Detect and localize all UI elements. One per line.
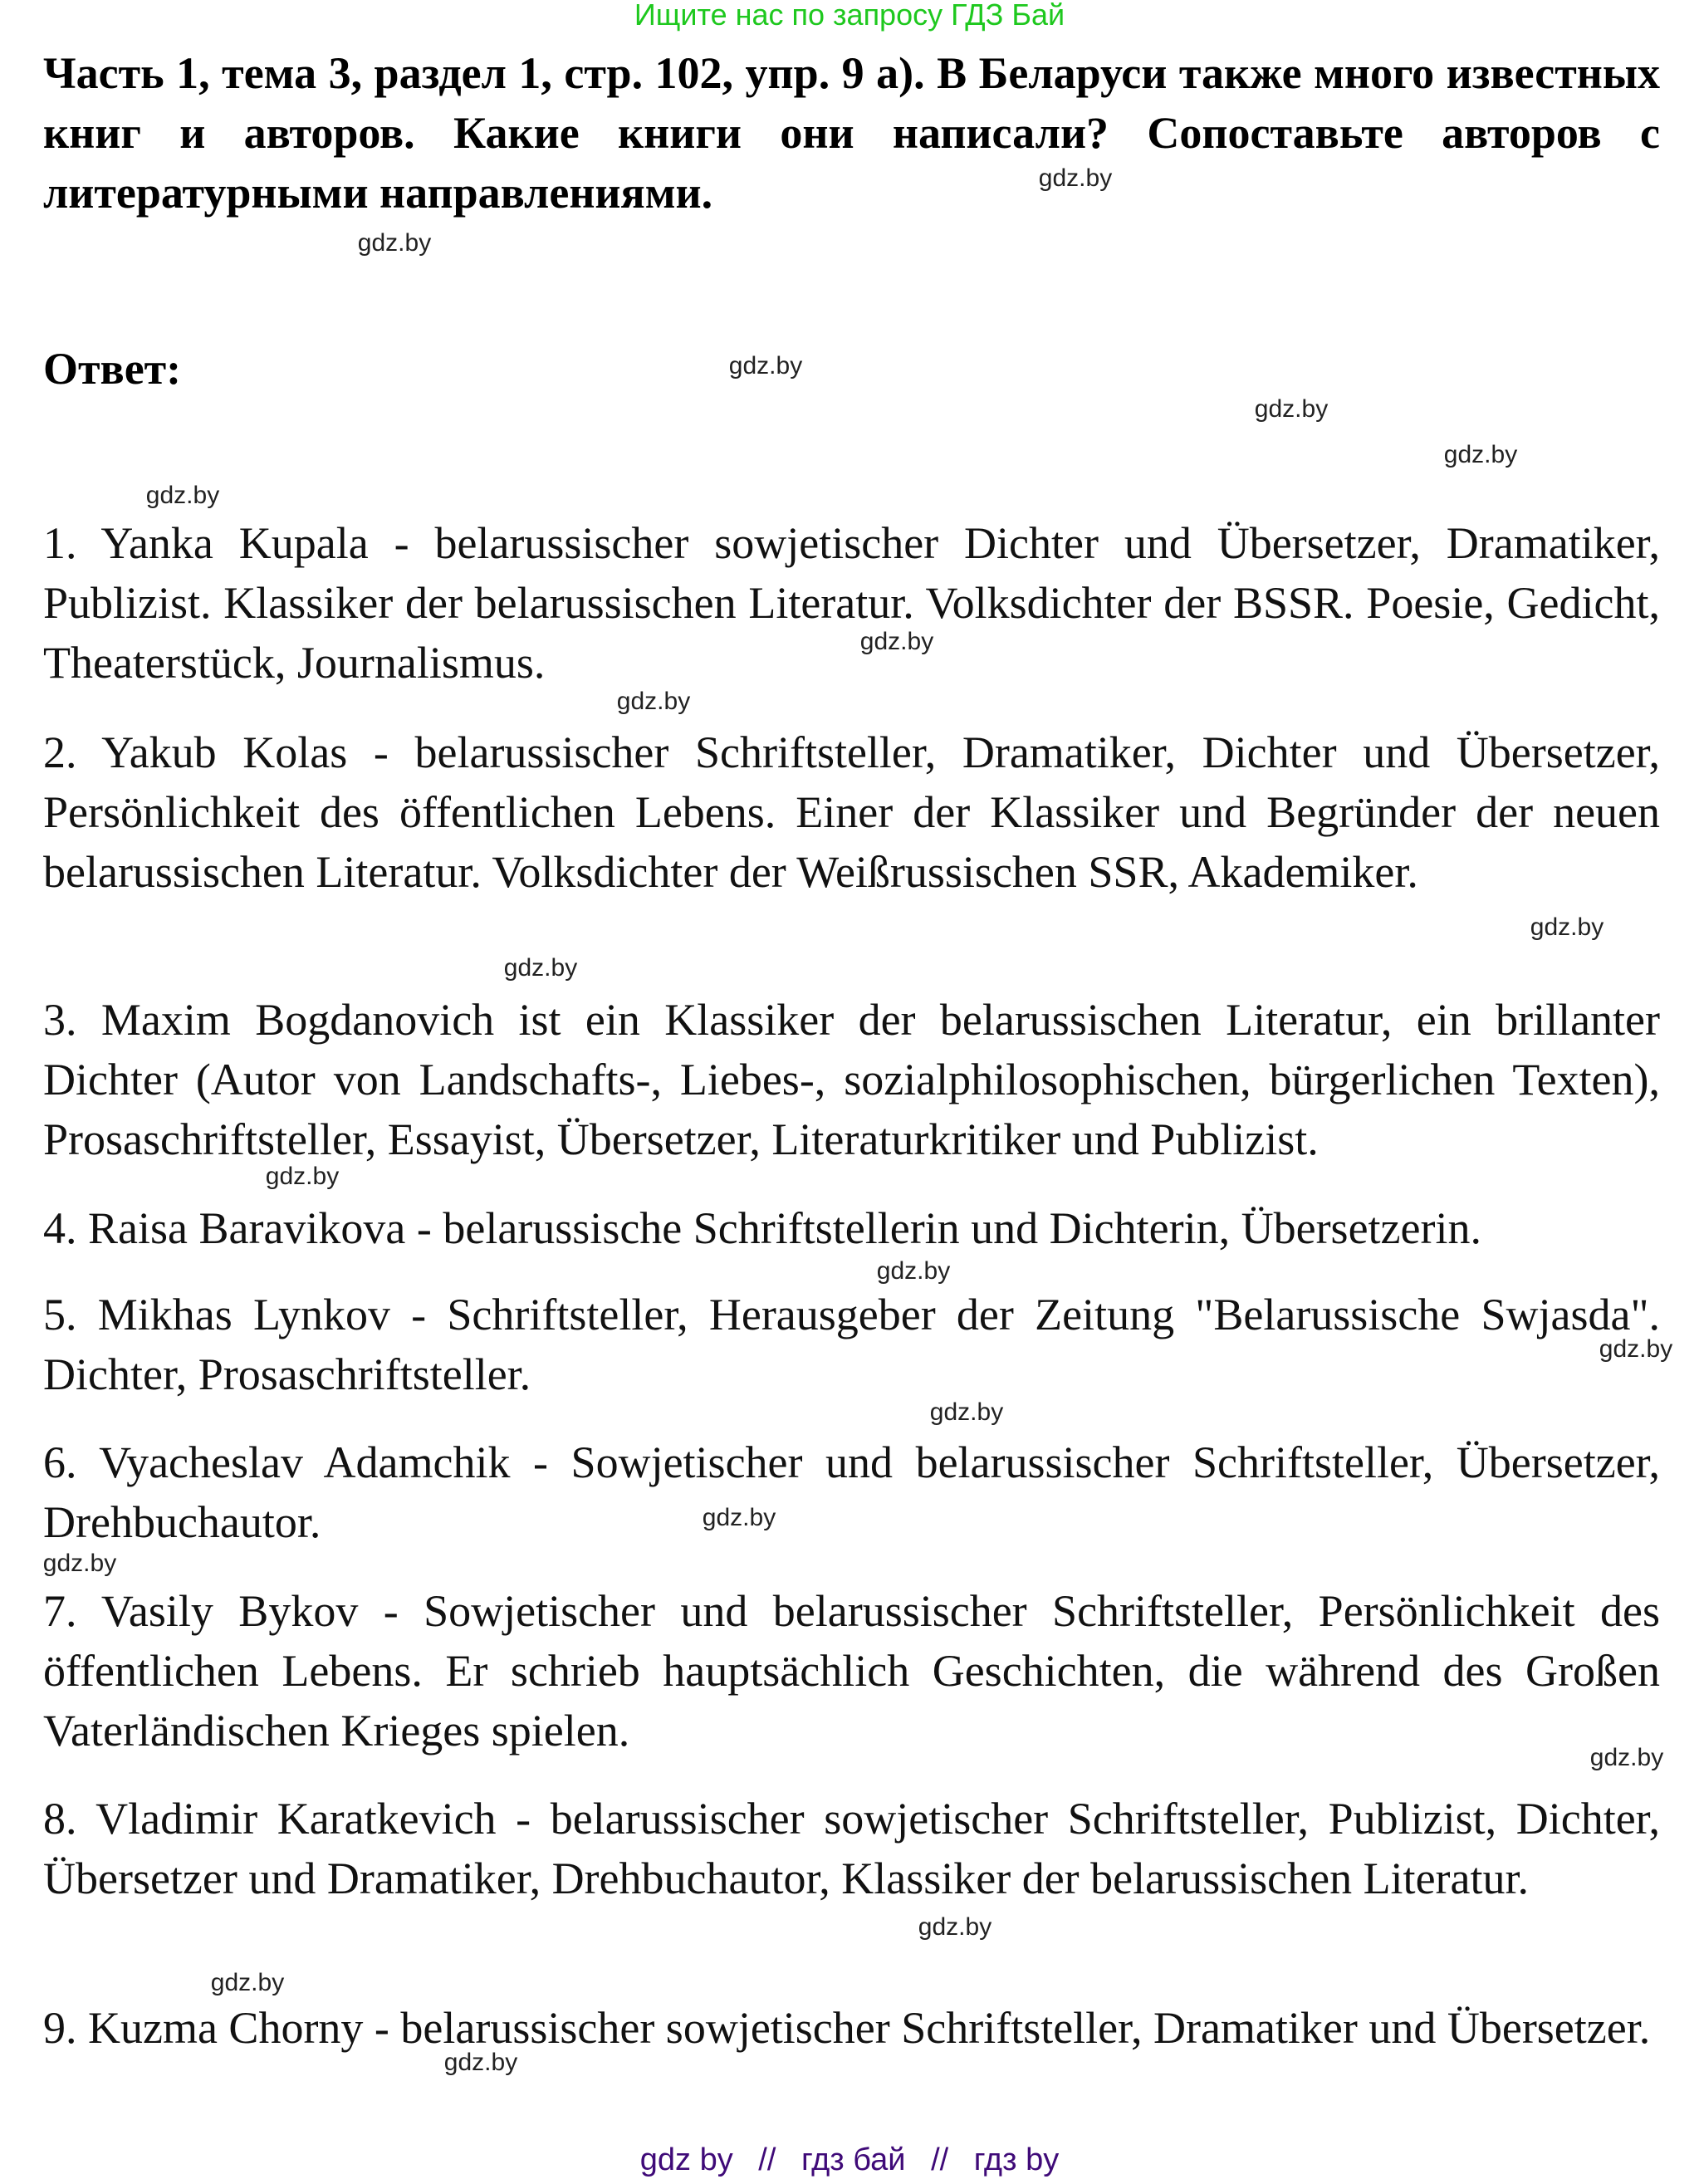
watermark: gdz.by [616, 688, 691, 715]
footer-separator: // [931, 2142, 949, 2177]
watermark: gdz.by [859, 628, 934, 655]
answer-item: 8. Vladimir Karatkevich - belarussischer sowjetischer Schriftsteller, Publizist, Dichter, Übersetzer und Dramatiker, Drehbuchautor, Klassiker der belarussischen Literatur. [43, 1794, 1660, 1903]
search-banner[interactable]: Ищите нас по запросу ГДЗ Бай [634, 0, 1065, 32]
footer-link-gdz-bai[interactable]: гдз бай [801, 2142, 906, 2177]
watermark: gdz.by [1038, 164, 1113, 192]
watermark: gdz.by [1599, 1335, 1673, 1363]
footer-link-gdz-by[interactable]: gdz by [639, 2142, 733, 2177]
answer-item: 1. Yanka Kupala - belarussischer sowjetischer Dichter und Übersetzer, Dramatiker, Publizist. Klassiker der belarussischen Literatur. Volksdichter der BSSR. Poesie, Gedicht, Theaterstück, Journalismus. [43, 518, 1660, 688]
watermark: gdz.by [1443, 441, 1518, 468]
answer-label: Ответ: [43, 344, 182, 394]
watermark: gdz.by [918, 1913, 992, 1941]
answer-item: 6. Vyacheslav Adamchik - Sowjetischer und belarussischer Schriftsteller, Übersetzer, Drehbuchautor. [43, 1437, 1660, 1547]
watermark: gdz.by [357, 229, 432, 257]
watermark: gdz.by [503, 954, 578, 982]
footer-separator: // [758, 2142, 776, 2177]
watermark: gdz.by [929, 1398, 1004, 1426]
answer-item: 3. Maxim Bogdanovich ist ein Klassiker der belarussischen Literatur, ein brillanter Dichter (Autor von Landschafts-, Liebes-, sozialphilosophischen, bürgerlichen Texten), Prosaschriftsteller, Essayist, Übersetzer, Literaturkritiker und Publizist. [43, 995, 1660, 1164]
watermark: gdz.by [702, 1504, 776, 1531]
watermark: gdz.by [265, 1163, 340, 1190]
footer-link-gdz-by-cyr[interactable]: гдз by [973, 2142, 1060, 2177]
watermark: gdz.by [210, 1969, 285, 1996]
answer-item: 4. Raisa Baravikova - belarussische Schriftstellerin und Dichterin, Übersetzerin. [43, 1203, 1481, 1253]
task-heading: Часть 1, тема 3, раздел 1, стр. 102, упр. 9 а). В Беларуси также много известных книг и авторов. Какие книги они написали? Сопоставьте авторов с литературными направлениями. [43, 48, 1660, 218]
watermark: gdz.by [1530, 913, 1604, 941]
watermark: gdz.by [1589, 1744, 1664, 1771]
answer-item: 5. Mikhas Lynkov - Schriftsteller, Herausgeber der Zeitung "Belarussische Swjasda". Dichter, Prosaschriftsteller. [43, 1290, 1660, 1399]
watermark: gdz.by [443, 2049, 518, 2076]
watermark: gdz.by [42, 1550, 117, 1577]
watermark: gdz.by [145, 482, 220, 509]
watermark: gdz.by [728, 352, 803, 380]
watermark: gdz.by [1254, 395, 1329, 423]
answer-item: 9. Kuzma Chorny - belarussischer sowjetischer Schriftsteller, Dramatiker und Übersetzer. [43, 2003, 1651, 2053]
watermark: gdz.by [876, 1257, 951, 1285]
footer-links [0, 2142, 1699, 2178]
answer-item: 2. Yakub Kolas - belarussischer Schriftsteller, Dramatiker, Dichter und Übersetzer, Persönlichkeit des öffentlichen Lebens. Einer der Klassiker und Begründer der neuen belarussischen Literatur. Volksdichter der Weißrussischen SSR, Akademiker. [43, 727, 1660, 897]
answer-item: 7. Vasily Bykov - Sowjetischer und belarussischer Schriftsteller, Persönlichkeit des öffentlichen Lebens. Er schrieb hauptsächlich Geschichten, die während des Großen Vaterländischen Krieges spielen. [43, 1586, 1660, 1756]
